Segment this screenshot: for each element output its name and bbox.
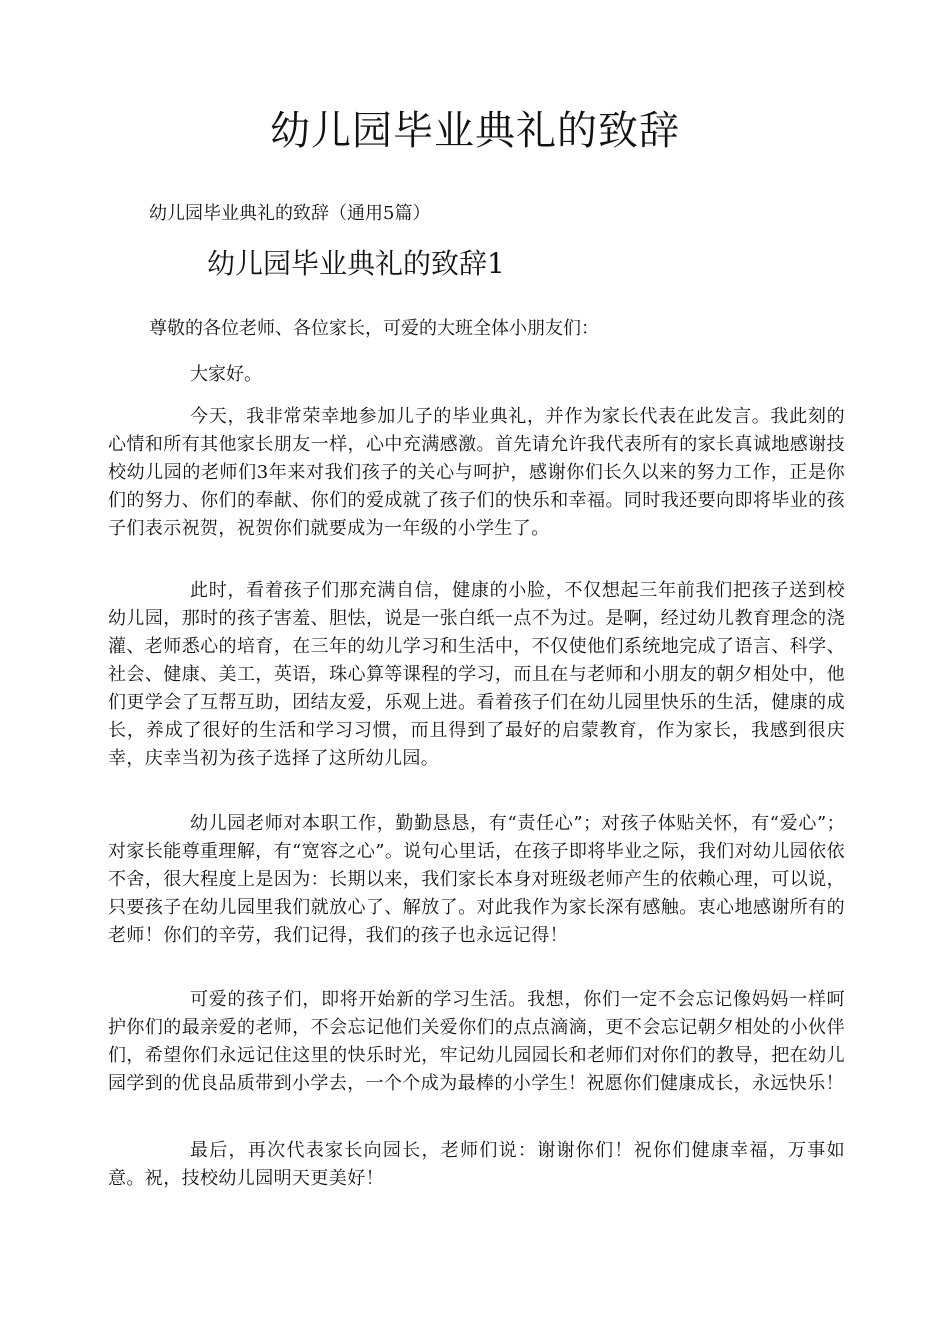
document-title: 幼儿园毕业典礼的致辞: [270, 108, 680, 154]
body-paragraph: 最后，再次代表家长向园长，老师们说：谢谢你们！祝你们健康幸福，万事如意。祝，技校幼儿园明天更美好！: [108, 1140, 845, 1189]
salutation-line: 尊敬的各位老师、各位家长，可爱的大班全体小朋友们：: [149, 318, 599, 339]
document-subtitle: 幼儿园毕业典礼的致辞（通用5篇）: [149, 203, 431, 224]
body-paragraph: 幼儿园老师对本职工作，勤勤恳恳，有“责任心”；对孩子体贴关怀，有“爱心”；对家长能尊重理解，有“宽容之心”。说句心里话，在孩子即将毕业之际，我们对幼儿园依依不舍，很大程度上是因为：长期以来，我们家长本身对班级老师产生的依赖心理，可以说，只要孩子在幼儿园里我们就放心了、解放了。对此我作为家长深有感触。衷心地感谢所有的老师！你们的辛劳，我们记得，我们的孩子也永远记得！: [108, 813, 845, 946]
body-paragraph: 可爱的孩子们，即将开始新的学习生活。我想，你们一定不会忘记像妈妈一样呵护你们的最亲爱的老师，不会忘记他们关爱你们的点点滴滴，更不会忘记朝夕相处的小伙伴们，希望你们永远记住这里的快乐时光，牢记幼儿园园长和老师们对你们的教导，把在幼儿园学到的优良品质带到小学去，一个个成为最棒的小学生！祝愿你们健康成长，永远快乐！: [108, 989, 845, 1094]
greeting-line: 大家好。: [190, 364, 262, 385]
body-paragraph: 此时，看着孩子们那充满自信，健康的小脸，不仅想起三年前我们把孩子送到校幼儿园，那时的孩子害羞、胆怯，说是一张白纸一点不为过。是啊，经过幼儿教育理念的浇灌、老师悉心的培育，在三年的幼儿学习和生活中，不仅使他们系统地完成了语言、科学、社会、健康、美工，英语，珠心算等课程的学习，而且在与老师和小朋友的朝夕相处中，他们更学会了互帮互助，团结友爱，乐观上进。看着孩子们在幼儿园里快乐的生活，健康的成长，养成了很好的生活和学习习惯，而且得到了最好的启蒙教育，作为家长，我感到很庆幸，庆幸当初为孩子选择了这所幼儿园。: [108, 580, 845, 769]
section-heading: 幼儿园毕业典礼的致辞1: [207, 247, 505, 280]
body-paragraph: 今天，我非常荣幸地参加儿子的毕业典礼，并作为家长代表在此发言。我此刻的心情和所有其他家长朋友一样，心中充满感激。首先请允许我代表所有的家长真诚地感谢技校幼儿园的老师们3年来对我们孩子的关心与呵护，感谢你们长久以来的努力工作，正是你们的努力、你们的奉献、你们的爱成就了孩子们的快乐和幸福。同时我还要向即将毕业的孩子们表示祝贺，祝贺你们就要成为一年级的小学生了。: [108, 406, 845, 539]
